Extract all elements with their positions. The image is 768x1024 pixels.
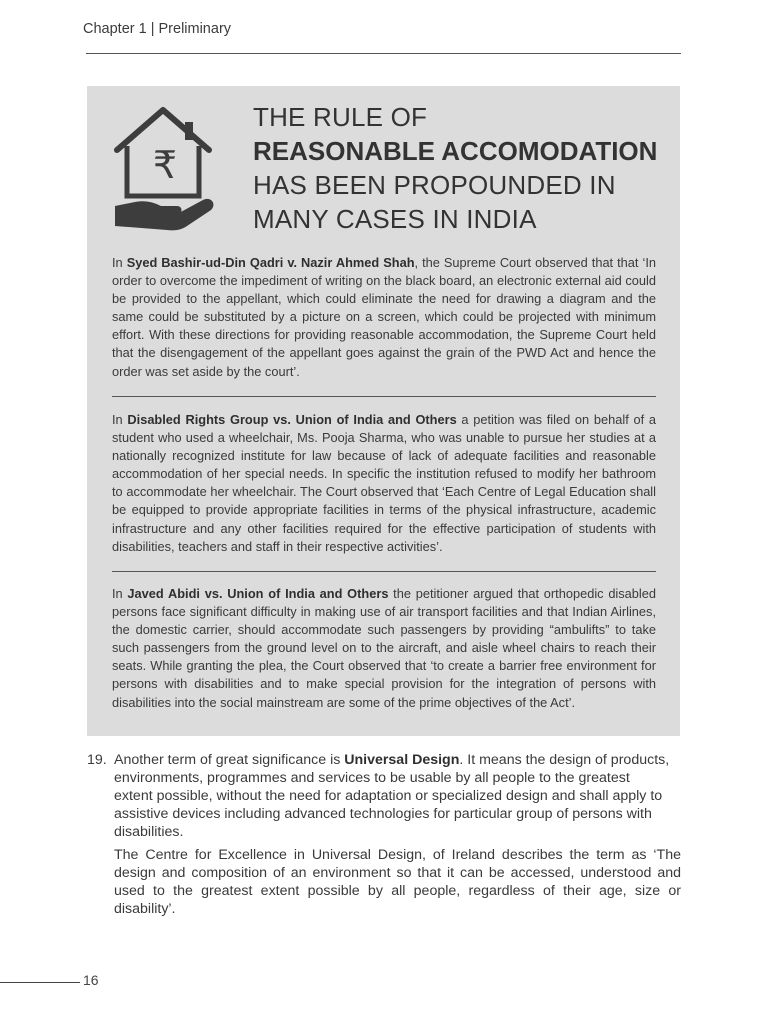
centre-excellence-paragraph: The Centre for Excellence in Universal Design, of Ireland describes the term as ‘The design and composition of an environment so that it can be accessed, understood and used to the greatest extent possible by all people, regardless of their age, size or disability’.: [114, 847, 681, 917]
case-study-box: [87, 86, 680, 736]
para-line-1: Another term of great significance is Universal Design. It means the design of products,: [114, 752, 670, 768]
case-javed-abidi: [112, 585, 656, 712]
case-prefix: In: [112, 412, 128, 427]
case-prefix: In: [112, 586, 128, 601]
case-text: the petitioner argued that orthopedic disabled persons face significant difficulty in making use of air transport facilities and that Indian Airlines, the domestic carrier, should accommodate such passengers by providing “ambulifts” to take such passengers from the ground level on to the aircraft, and aisle wheel chairs to reach their seats. While granting the plea, the Court observed that ‘to create a barrier free environment for persons with disabilities and to make special provision for the integration of persons with disabilities into the social mainstream are some of the prime objectives of the Act’.: [112, 586, 656, 710]
house-rupee-hand-icon: [111, 102, 221, 232]
page-number: 16: [83, 972, 99, 988]
title-line-2: REASONABLE ACCOMODATION: [253, 136, 658, 166]
case-name: Syed Bashir-ud-Din Qadri v. Nazir Ahmed Shah: [126, 255, 415, 270]
case-name: Disabled Rights Group vs. Union of India and Others: [127, 412, 457, 427]
header-divider: [86, 53, 681, 54]
para-line-5: disabilities.: [114, 824, 184, 840]
case-syed-bashir: [112, 254, 656, 381]
title-line-3: HAS BEEN PROPOUNDED IN: [253, 170, 616, 200]
list-number: 19.: [87, 752, 107, 768]
box-title: [253, 100, 673, 236]
chapter-header: Chapter 1 | Preliminary: [83, 21, 232, 37]
title-line-1: THE RULE OF: [253, 102, 428, 132]
universal-design-paragraph: [114, 751, 684, 841]
case-text: , the Supreme Court observed that that ‘In order to overcome the impediment of writing on the black board, an electronic external aid could be provided to the appellant, which could eliminate the need for drawing a diagram and the same could be substituted by a picture on a screen, which could be projected with minimum effort. With these directions for providing reasonable accommodation, the Supreme Court held that the disengagement of the appellant goes against the grain of the PWD Act and hence the order was set aside by the court’.: [112, 255, 656, 379]
case-divider: [112, 396, 656, 397]
svg-text:₹: ₹: [152, 143, 178, 187]
case-text: a petition was filed on behalf of a student who used a wheelchair, Ms. Pooja Sharma, who was unable to pursue her studies at a nationally recognized institute for law because of lack of adequate facilities and reasonable accommodation of her special needs. In specific the institution refused to modify her bathroom to accommodate her wheelchair. The Court observed that ‘Each Centre of Legal Education shall be equipped to provide appropriate facilities in terms of the physical infrastructure, academic infrastructure and any other facilities required for the effective participation of students with disabilities, teachers and staff in their respective activities’.: [112, 412, 656, 554]
para-line-2: environments, programmes and services to be usable by all people to the greatest: [114, 770, 630, 786]
para-line-4: assistive devices including advanced technologies for particular group of persons with: [114, 806, 652, 822]
universal-design-term: Universal Design: [344, 752, 460, 768]
case-disabled-rights-group: [112, 411, 656, 556]
case-prefix: In: [112, 255, 127, 270]
para-line-3: extent possible, without the need for adaptation or specialized design and shall apply to: [114, 788, 663, 804]
title-line-4: MANY CASES IN INDIA: [253, 204, 537, 234]
footer-divider: [0, 982, 80, 983]
case-name: Javed Abidi vs. Union of India and Others: [127, 586, 389, 601]
case-divider: [112, 571, 656, 572]
